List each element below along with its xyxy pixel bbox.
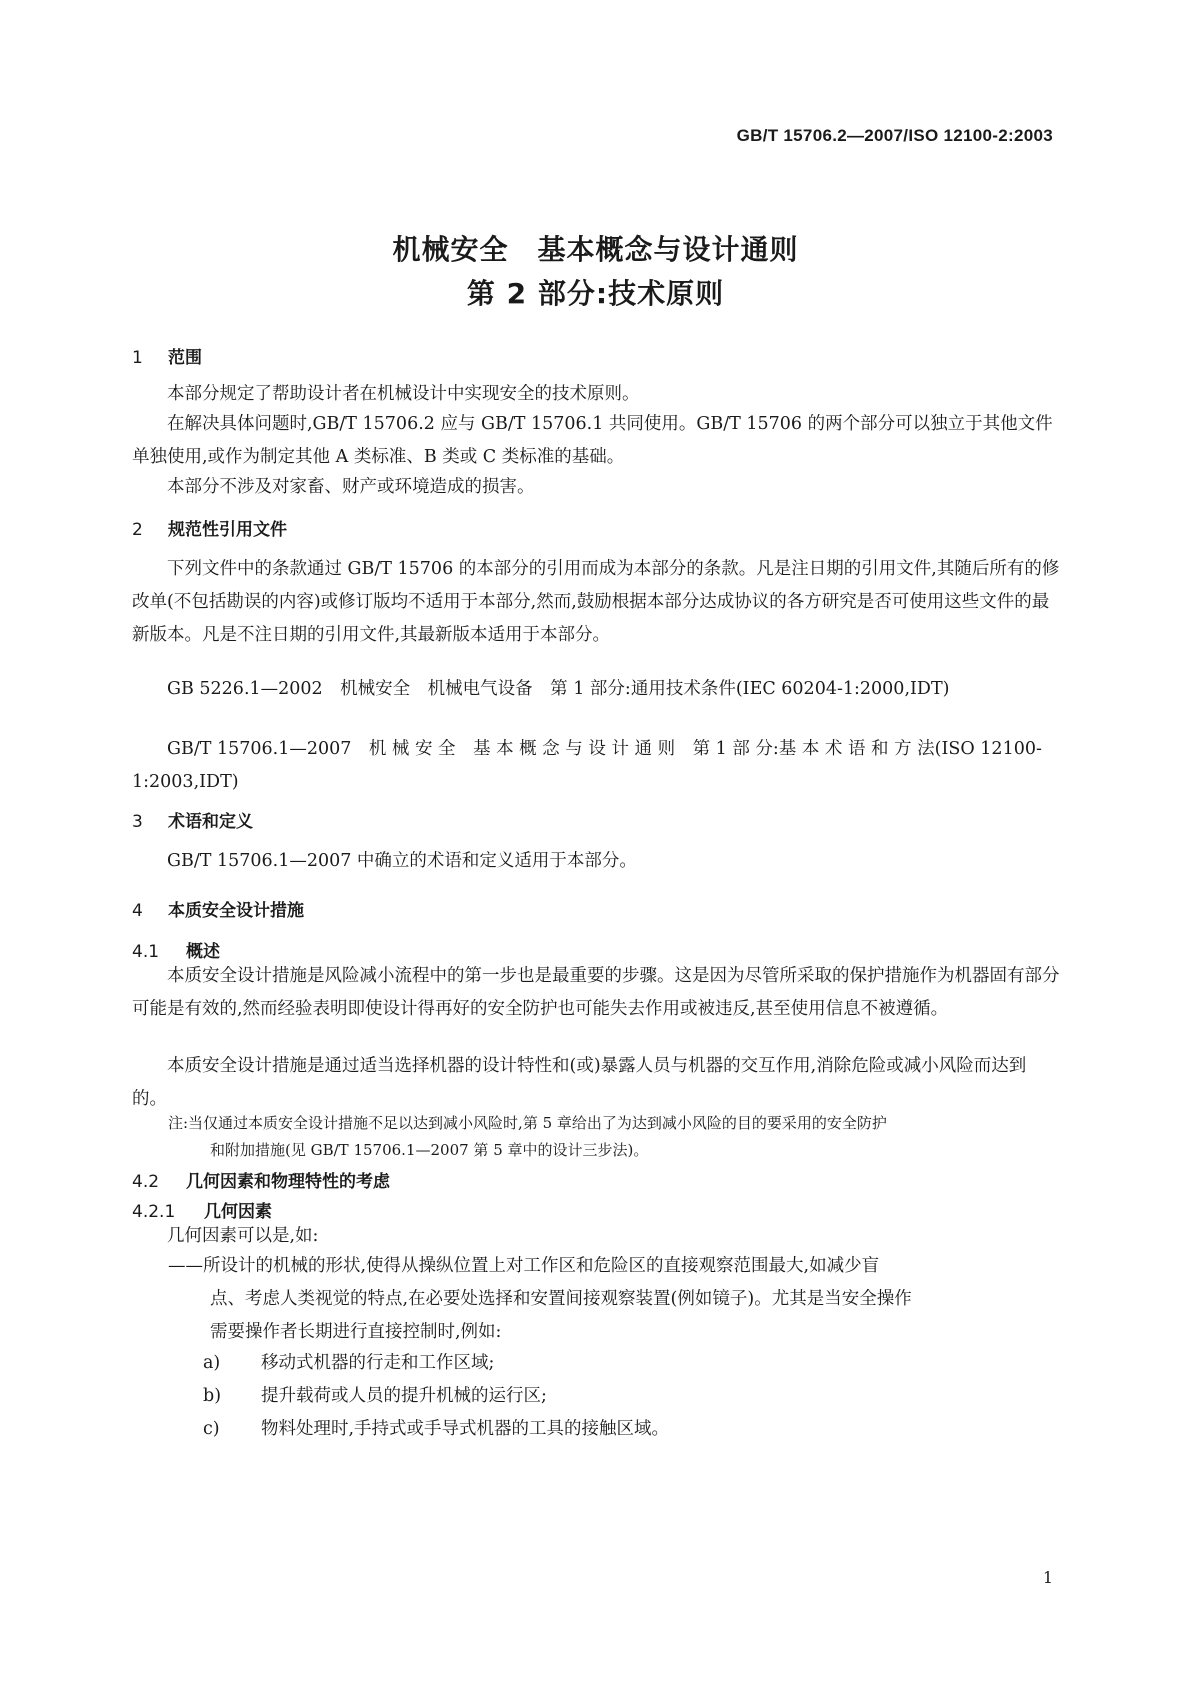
page-number: 1 bbox=[1042, 1568, 1053, 1587]
section-number: 4 bbox=[132, 901, 143, 921]
section-3-paragraph-1: GB/T 15706.1—2007 中确立的术语和定义适用于本部分。 bbox=[167, 851, 637, 871]
list-item-label: c) bbox=[203, 1419, 220, 1439]
list-item-a bbox=[203, 1349, 494, 1374]
section-4-2-1-intro: 几何因素可以是,如: bbox=[167, 1226, 319, 1246]
dash-line-2: 点、考虑人类视觉的特点,在必要处选择和安置间接观察装置(例如镜子)。尤其是当安全操作 bbox=[210, 1289, 912, 1309]
list-item-text: 提升载荷或人员的提升机械的运行区; bbox=[261, 1386, 547, 1406]
list-item-label: b) bbox=[203, 1386, 222, 1406]
note bbox=[168, 1110, 1060, 1164]
document-title-line1: 机械安全 基本概念与设计通则 bbox=[392, 233, 799, 266]
section-number: 4.2 bbox=[132, 1172, 160, 1192]
list-item-text: 物料处理时,手持式或手导式机器的工具的接触区域。 bbox=[261, 1419, 670, 1439]
section-1-paragraph-3: 本部分不涉及对家畜、财产或环境造成的损害。 bbox=[167, 477, 535, 497]
section-4-1-paragraph-1: 本质安全设计措施是风险减小流程中的第一步也是最重要的步骤。这是因为尽管所采取的保护措施作为机器固有部分可能是有效的,然而经验表明即使设计得再好的安全防护也可能失去作用或被违反,甚至使用信息不被遵循。 bbox=[132, 966, 1060, 1019]
section-3-heading bbox=[132, 807, 253, 832]
standard-code: GB/T 15706.2—2007/ISO 12100-2:2003 bbox=[736, 126, 1053, 145]
section-title: 概述 bbox=[186, 942, 220, 962]
section-4-1-paragraph-2: 本质安全设计措施是通过适当选择机器的设计特性和(或)暴露人员与机器的交互作用,消除危险或减小风险而达到的。 bbox=[132, 1056, 1027, 1109]
section-4-2-1-heading bbox=[132, 1197, 272, 1222]
section-2-heading bbox=[132, 515, 287, 540]
section-title: 范围 bbox=[168, 348, 202, 368]
section-2-paragraph-1: 下列文件中的条款通过 GB/T 15706 的本部分的引用而成为本部分的条款。凡是注日期的引用文件,其随后所有的修改单(不包括勘误的内容)或修订版均不适用于本部分,然而,鼓励根据本部分达成协议的各方研究是否可使用这些文件的最新版本。凡是不注日期的引用文件,其最新版本适用于本部分。 bbox=[132, 559, 1060, 645]
section-number: 4.1 bbox=[132, 942, 160, 962]
list-item-c bbox=[203, 1415, 669, 1440]
document-title-line2: 第 2 部分:技术原则 bbox=[466, 277, 725, 310]
section-title: 术语和定义 bbox=[168, 812, 253, 832]
list-item-b bbox=[203, 1382, 547, 1407]
section-number: 3 bbox=[132, 812, 143, 832]
dash-line-1: ——所设计的机械的形状,使得从操纵位置上对工作区和危险区的直接观察范围最大,如减少盲 bbox=[168, 1256, 880, 1276]
section-title: 本质安全设计措施 bbox=[168, 901, 304, 921]
note-line-1: 注:当仅通过本质安全设计措施不足以达到减小风险时,第 5 章给出了为达到减小风险的目的要采用的安全防护 bbox=[168, 1114, 887, 1132]
section-title: 几何因素和物理特性的考虑 bbox=[186, 1172, 390, 1192]
dash-line-3: 需要操作者长期进行直接控制时,例如: bbox=[210, 1322, 502, 1342]
list-item-label: a) bbox=[203, 1353, 221, 1373]
section-title: 规范性引用文件 bbox=[168, 520, 287, 540]
list-item-text: 移动式机器的行走和工作区域; bbox=[261, 1353, 495, 1373]
section-1-paragraph-1: 本部分规定了帮助设计者在机械设计中实现安全的技术原则。 bbox=[167, 384, 640, 404]
normative-reference-1: GB 5226.1—2002 机械安全 机械电气设备 第 1 部分:通用技术条件(IEC 60204-1:2000,IDT) bbox=[167, 679, 950, 699]
section-4-2-heading bbox=[132, 1167, 390, 1192]
section-1-heading bbox=[132, 343, 202, 368]
section-4-heading bbox=[132, 896, 304, 921]
normative-reference-2: GB/T 15706.1—2007 机 械 安 全 基 本 概 念 与 设 计 通 则 第 1 部 分:基 本 术 语 和 方 法(ISO 12100-1:2003,IDT) bbox=[132, 739, 1042, 792]
section-title: 几何因素 bbox=[204, 1202, 272, 1222]
section-4-1-heading bbox=[132, 937, 220, 962]
dash-list-item bbox=[168, 1250, 1060, 1349]
note-line-2: 和附加措施(见 GB/T 15706.1—2007 第 5 章中的设计三步法)。 bbox=[210, 1141, 649, 1159]
section-number: 4.2.1 bbox=[132, 1202, 176, 1222]
section-number: 2 bbox=[132, 520, 143, 540]
section-1-paragraph-2: 在解决具体问题时,GB/T 15706.2 应与 GB/T 15706.1 共同使用。GB/T 15706 的两个部分可以独立于其他文件单独使用,或作为制定其他 A 类标准、B 类或 C 类标准的基础。 bbox=[132, 414, 1053, 467]
section-number: 1 bbox=[132, 348, 143, 368]
